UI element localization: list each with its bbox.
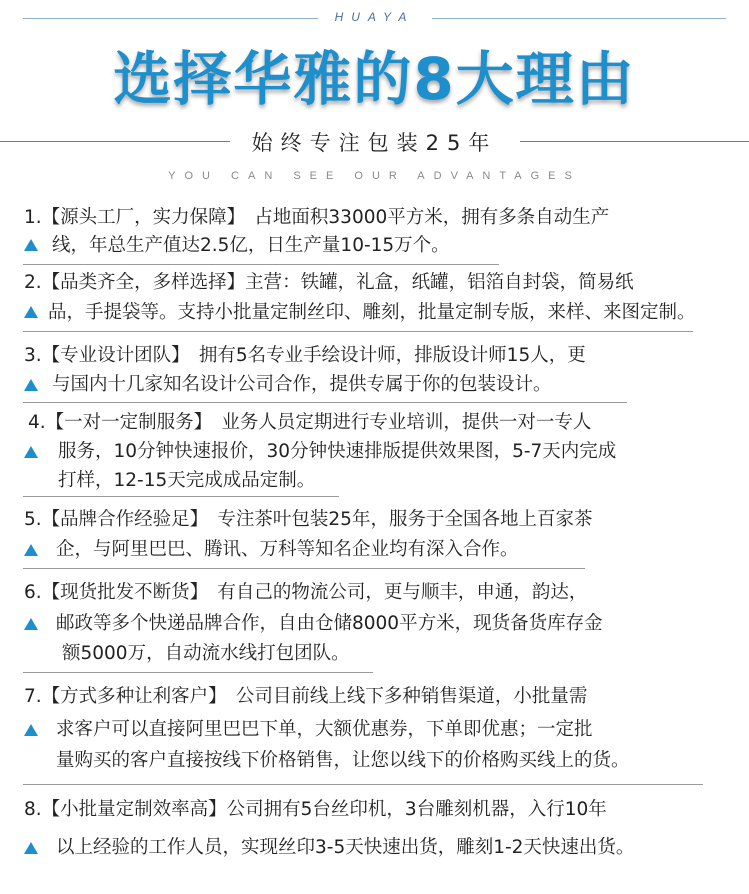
divider (23, 402, 627, 403)
triangle-icon (24, 379, 38, 391)
triangle-icon (24, 544, 38, 556)
divider (23, 496, 339, 497)
triangle-icon (24, 446, 38, 458)
reason-1-line-2: 线，年总生产值达2.5亿，日生产量10-15万个。 (52, 235, 450, 256)
reason-6-line-2: 邮政等多个快递品牌合作，自由仓储8000平方米，现货备货库存金 (56, 613, 603, 634)
triangle-icon (24, 842, 38, 854)
triangle-icon (24, 306, 38, 318)
divider (23, 672, 373, 673)
divider (23, 784, 703, 785)
triangle-icon (24, 618, 38, 630)
reason-4-line-2: 服务，10分钟快速报价，30分钟快速排版提供效果图，5-7天内完成 (58, 441, 617, 462)
tagline-line-right (520, 141, 749, 142)
tagline: 始终专注包装25年 (240, 127, 510, 157)
reason-5-line-1: 5.【品牌合作经验足】 专注茶叶包装25年，服务于全国各地上百家茶 (24, 509, 593, 530)
reason-4-line-1: 4.【一对一定制服务】 业务人员定期进行专业培训，提供一对一专人 (28, 412, 592, 433)
reason-1-line-1: 1.【源头工厂，实力保障】 占地面积33000平方米，拥有多条自动生产 (24, 207, 610, 228)
subtitle-en: YOU CAN SEE OUR ADVANTAGES (168, 170, 581, 182)
reason-7-line-2: 求客户可以直接阿里巴巴下单，大额优惠券，下单即优惠；一定批 (56, 719, 593, 740)
reason-2-line-2: 品，手提袋等。支持小批量定制丝印、雕刻，批量定制专版，来样、来图定制。 (48, 302, 696, 323)
reason-8-line-2: 以上经验的工作人员，实现丝印3-5天快速出货，雕刻1-2天快速出货。 (56, 837, 635, 858)
triangle-icon (24, 239, 38, 251)
reason-3-line-1: 3.【专业设计团队】 拥有5名专业手绘设计师，排版设计师15人，更 (24, 345, 586, 366)
divider (23, 568, 585, 569)
reason-7-line-1: 7.【方式多种让利客户】 公司目前线上线下多种销售渠道，小批量需 (24, 686, 588, 707)
reason-6-line-1: 6.【现货批发不断货】 有自己的物流公司，更与顺丰，申通，韵达， (24, 582, 588, 603)
reason-6-line-3: 额5000万，自动流水线打包团队。 (62, 643, 350, 664)
divider (23, 264, 499, 265)
triangle-icon (24, 724, 38, 736)
page-title: 选择华雅的8大理由 (113, 45, 636, 113)
reason-5-line-2: 企，与阿里巴巴、腾讯、万科等知名企业均有深入合作。 (56, 539, 519, 560)
tagline-wrap (0, 127, 749, 157)
reason-2-line-1: 2.【品类齐全，多样选择】主营：铁罐，礼盒，纸罐，铝箔自封袋，简易纸 (24, 272, 634, 293)
reason-4-line-3: 打样，12-15天完成成品定制。 (58, 470, 316, 491)
brand-name: HUAYA (334, 10, 415, 24)
reason-8-line-1: 8.【小批量定制效率高】公司拥有5台丝印机，3台雕刻机器，入行10年 (24, 799, 607, 820)
divider (23, 331, 693, 332)
reason-3-line-2: 与国内十几家知名设计公司合作，提供专属于你的包装设计。 (52, 374, 552, 395)
reason-7-line-3: 量购买的客户直接按线下价格销售，让您以线下的价格购买线上的货。 (56, 750, 630, 771)
brand-line-right (432, 18, 726, 19)
